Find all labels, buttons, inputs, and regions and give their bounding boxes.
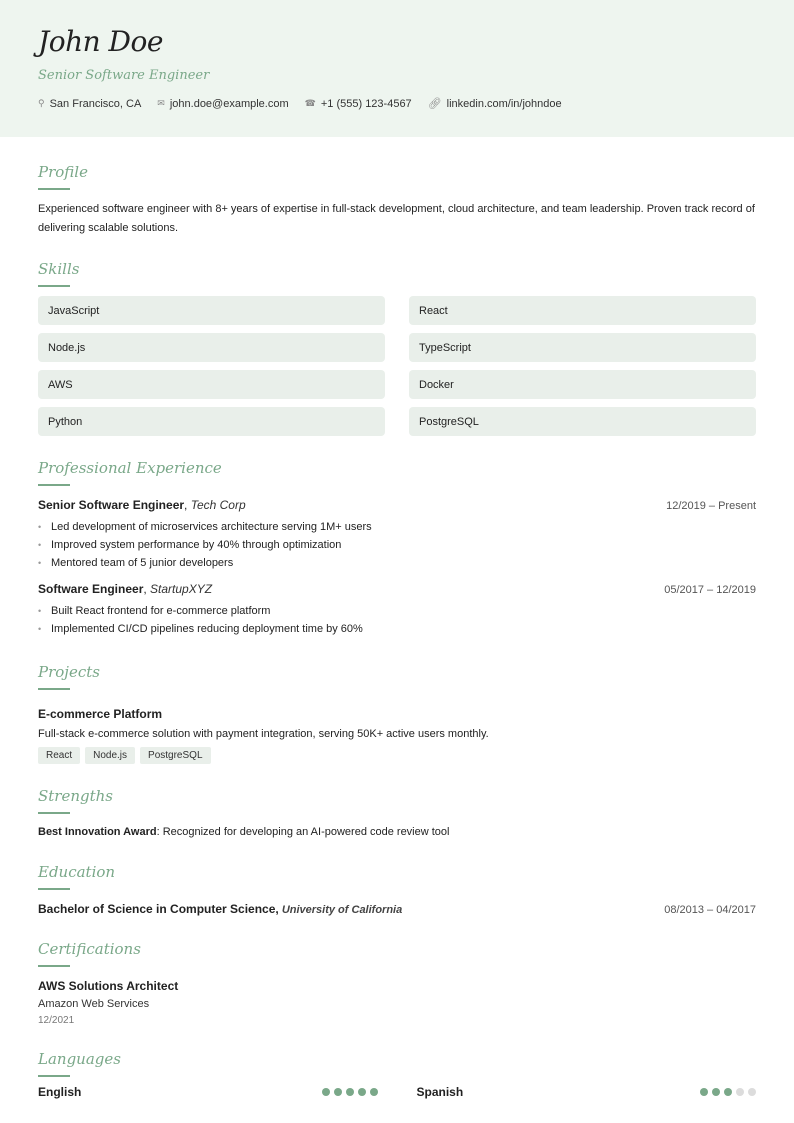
skill-chip: React (409, 296, 756, 325)
resume-header (0, 0, 794, 137)
contact-info (38, 97, 756, 110)
skill-chip: Python (38, 407, 385, 436)
education-section (38, 863, 756, 916)
job-company: Tech Corp (190, 498, 246, 512)
certification-name: AWS Solutions Architect (38, 979, 179, 993)
level-dot-empty (748, 1088, 756, 1096)
education-degree: Bachelor of Science in Computer Science, (38, 902, 279, 916)
section-rule (38, 888, 70, 890)
job-role: Software Engineer (38, 582, 144, 596)
section-rule (38, 285, 70, 287)
profile-text: Experienced software engineer with 8+ years of expertise in full-stack development, cloud architecture, and team leadership. Proven track record of delivering scalable solutions. (38, 203, 755, 234)
profile-heading: Profile (38, 163, 88, 181)
phone-icon: ☎ (304, 98, 316, 108)
level-dot-empty (736, 1088, 744, 1096)
education-entry (38, 902, 756, 916)
candidate-title: Senior Software Engineer (38, 68, 210, 83)
experience-heading: Professional Experience (38, 459, 222, 477)
languages-heading: Languages (38, 1050, 121, 1068)
contact-linkedin-text[interactable]: linkedin.com/in/johndoe (446, 97, 562, 110)
project-tag: React (38, 747, 80, 764)
candidate-name: John Doe (38, 25, 163, 58)
link-icon: 🔗︎ (427, 98, 442, 110)
job-company: StartupXYZ (150, 582, 213, 596)
profile-section (38, 163, 756, 238)
skills-grid (38, 296, 756, 436)
skills-section (38, 260, 756, 436)
experience-section (38, 459, 756, 638)
certification-date: 12/2021 (38, 1015, 75, 1026)
projects-heading: Projects (38, 663, 100, 681)
strength-description: : Recognized for developing an AI-powered code review tool (156, 826, 450, 838)
languages-section (38, 1050, 756, 1099)
section-rule (38, 1075, 70, 1077)
contact-location-text: San Francisco, CA (49, 97, 142, 110)
project-tag: Node.js (85, 747, 135, 764)
email-icon: ✉ (157, 98, 165, 108)
job-bullets (38, 602, 756, 638)
education-dates: 08/2013 – 04/2017 (664, 904, 756, 916)
strength-title: Best Innovation Award (38, 826, 157, 838)
project-entry (38, 707, 756, 764)
job-dates: 12/2019 – Present (666, 500, 756, 512)
job-bullet: • Improved system performance by 40% through optimization (38, 536, 756, 554)
section-rule (38, 688, 70, 690)
section-rule (38, 188, 70, 190)
skills-heading: Skills (38, 260, 80, 278)
education-school: University of California (281, 904, 403, 916)
job-entry (38, 498, 756, 572)
skill-chip: PostgreSQL (409, 407, 756, 436)
strengths-section (38, 787, 756, 838)
level-dot-filled (322, 1088, 330, 1096)
section-rule (38, 812, 70, 814)
job-separator: , (184, 498, 191, 512)
job-bullet: • Built React frontend for e-commerce platform (38, 602, 756, 620)
job-bullet: • Mentored team of 5 junior developers (38, 554, 756, 572)
level-dot-filled (724, 1088, 732, 1096)
contact-linkedin[interactable] (428, 97, 562, 110)
level-dot-filled (346, 1088, 354, 1096)
project-tags (38, 747, 756, 764)
language-entry (38, 1085, 378, 1099)
skill-chip: JavaScript (38, 296, 385, 325)
language-level-dots (318, 1088, 378, 1096)
project-description: Full-stack e-commerce solution with payment integration, serving 50K+ active users monthly. (38, 728, 489, 740)
job-separator: , (143, 582, 151, 596)
job-header (38, 498, 756, 512)
job-bullet: • Implemented CI/CD pipelines reducing deployment time by 60% (38, 620, 756, 638)
job-header (38, 582, 756, 596)
languages-list (38, 1085, 756, 1099)
language-level-dots (696, 1088, 756, 1096)
level-dot-filled (334, 1088, 342, 1096)
language-entry (417, 1085, 757, 1099)
job-entry (38, 582, 756, 638)
education-title-line (38, 902, 402, 916)
certifications-section (38, 940, 756, 1026)
location-pin-icon: ⚲ (38, 98, 45, 108)
level-dot-filled (700, 1088, 708, 1096)
certification-entry (38, 979, 756, 1026)
level-dot-filled (712, 1088, 720, 1096)
job-role: Senior Software Engineer (38, 498, 185, 512)
job-bullet: • Led development of microservices architecture serving 1M+ users (38, 518, 756, 536)
strengths-heading: Strengths (38, 787, 113, 805)
section-rule (38, 484, 70, 486)
skill-chip: Node.js (38, 333, 385, 362)
contact-phone[interactable] (305, 97, 412, 110)
contact-email[interactable] (157, 97, 288, 110)
skill-chip: Docker (409, 370, 756, 399)
language-name: English (38, 1085, 82, 1099)
contact-email-text[interactable]: john.doe@example.com (169, 97, 289, 110)
contact-location (38, 97, 141, 110)
skill-chip: TypeScript (409, 333, 756, 362)
project-name: E-commerce Platform (38, 707, 163, 721)
skill-chip: AWS (38, 370, 385, 399)
projects-section (38, 663, 756, 764)
job-title-line (38, 582, 212, 596)
certification-issuer: Amazon Web Services (38, 998, 150, 1010)
contact-phone-text[interactable]: +1 (555) 123-4567 (320, 97, 412, 110)
project-tag: PostgreSQL (140, 747, 210, 764)
certifications-heading: Certifications (38, 940, 141, 958)
job-title-line (38, 498, 246, 512)
strength-entry (38, 826, 756, 838)
job-dates: 05/2017 – 12/2019 (664, 584, 756, 596)
language-name: Spanish (416, 1085, 464, 1099)
education-heading: Education (38, 863, 116, 881)
level-dot-filled (358, 1088, 366, 1096)
section-rule (38, 965, 70, 967)
level-dot-filled (370, 1088, 378, 1096)
job-bullets (38, 518, 756, 572)
